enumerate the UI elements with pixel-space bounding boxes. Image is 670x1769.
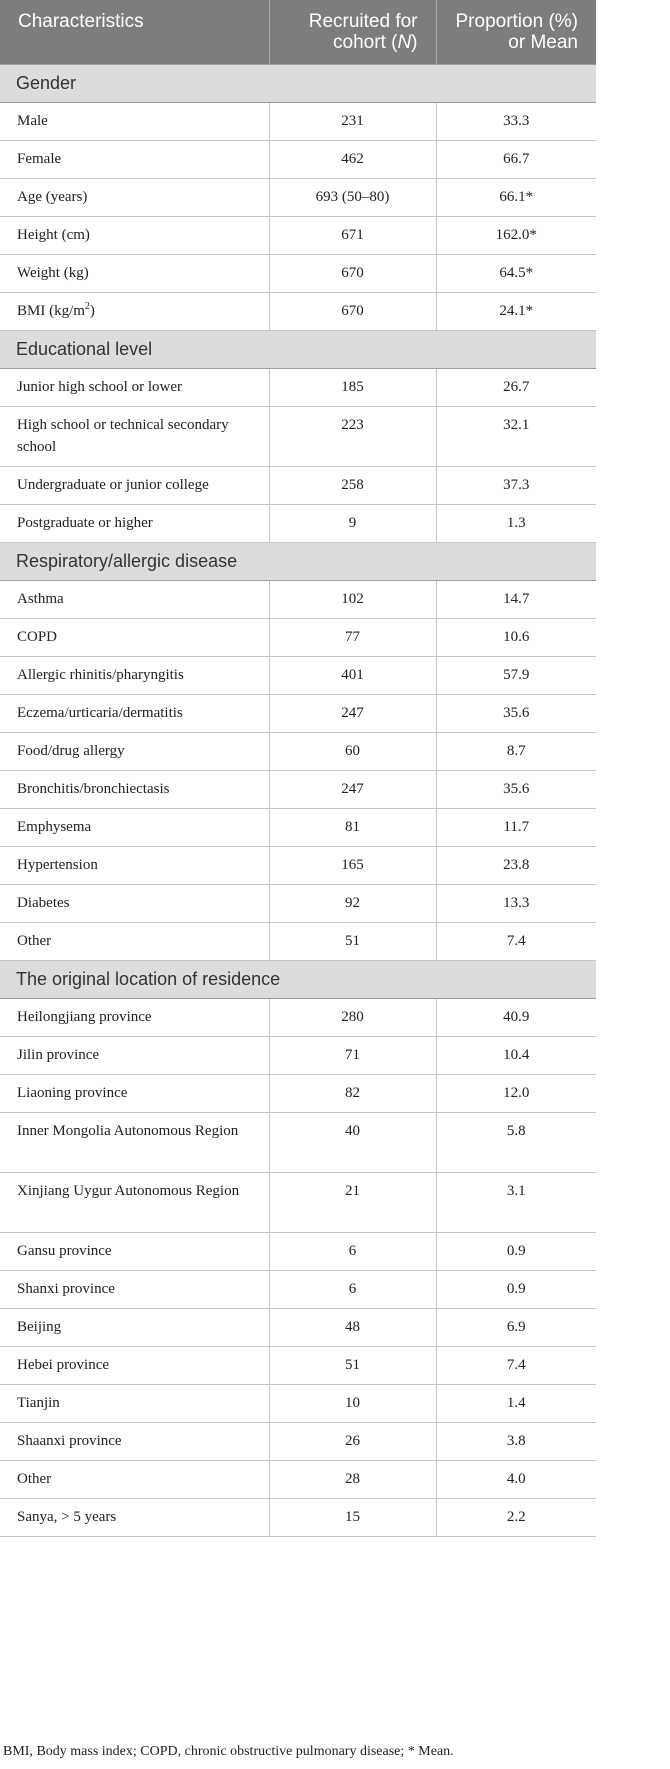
row-recruited-value: 102 (269, 580, 436, 618)
row-label-text: Other (17, 1471, 52, 1487)
header-row (0, 0, 596, 64)
row-recruited-value: 71 (269, 1036, 436, 1074)
table-row (0, 216, 596, 254)
row-label-text: COPD (17, 629, 58, 645)
row-label (0, 178, 269, 216)
table-row (0, 580, 596, 618)
row-recruited-value: 9 (269, 504, 436, 542)
section-header-row (0, 64, 596, 102)
row-proportion-value: 32.1 (436, 406, 596, 466)
row-label (0, 1346, 269, 1384)
row-proportion-value: 24.1* (436, 292, 596, 330)
row-label (0, 580, 269, 618)
row-label (0, 292, 269, 330)
section-title: Gender (0, 64, 596, 102)
row-recruited-value: 165 (269, 846, 436, 884)
table-row (0, 732, 596, 770)
row-label (0, 922, 269, 960)
table-row (0, 922, 596, 960)
header-recruited-n: N (397, 31, 412, 53)
row-label-text: Height (cm) (17, 227, 90, 243)
row-label-text: BMI (kg/m (17, 303, 85, 319)
row-recruited-value: 462 (269, 140, 436, 178)
table-row (0, 504, 596, 542)
row-label (0, 406, 269, 466)
table-row (0, 140, 596, 178)
row-label (0, 770, 269, 808)
table-row (0, 1346, 596, 1384)
row-label (0, 1270, 269, 1308)
row-recruited-value: 15 (269, 1498, 436, 1536)
row-label-text: Emphysema (17, 819, 92, 835)
header-recruited (269, 0, 436, 64)
header-recruited-text: Recruited for cohort ( (308, 10, 418, 53)
table-row (0, 998, 596, 1036)
row-label-text: Postgraduate or higher (17, 515, 153, 531)
row-label (0, 884, 269, 922)
table-row (0, 102, 596, 140)
row-label-text: Jilin province (17, 1047, 100, 1063)
row-proportion-value: 13.3 (436, 884, 596, 922)
row-label (0, 1422, 269, 1460)
row-proportion-value: 4.0 (436, 1460, 596, 1498)
row-label-text: Undergraduate or junior college (17, 477, 209, 493)
table-row (0, 178, 596, 216)
row-label (0, 368, 269, 406)
row-proportion-value: 23.8 (436, 846, 596, 884)
row-proportion-value: 6.9 (436, 1308, 596, 1346)
row-proportion-value: 1.4 (436, 1384, 596, 1422)
row-proportion-value: 11.7 (436, 808, 596, 846)
row-label-text: Age (years) (17, 189, 88, 205)
row-recruited-value: 280 (269, 998, 436, 1036)
row-label (0, 1232, 269, 1270)
row-label (0, 808, 269, 846)
row-recruited-value: 26 (269, 1422, 436, 1460)
row-recruited-value: 693 (50–80) (269, 178, 436, 216)
row-recruited-value: 247 (269, 694, 436, 732)
row-proportion-value: 3.8 (436, 1422, 596, 1460)
row-proportion-value: 0.9 (436, 1270, 596, 1308)
row-label-text: Hebei province (17, 1357, 110, 1373)
table-row (0, 406, 596, 466)
row-recruited-value: 185 (269, 368, 436, 406)
row-proportion-value: 2.2 (436, 1498, 596, 1536)
row-proportion-value: 10.4 (436, 1036, 596, 1074)
row-proportion-value: 66.7 (436, 140, 596, 178)
row-recruited-value: 247 (269, 770, 436, 808)
row-label (0, 618, 269, 656)
row-label-text: High school or technical secondary school (17, 416, 229, 455)
table-row (0, 254, 596, 292)
table-row (0, 466, 596, 504)
row-label-text: Asthma (17, 591, 64, 607)
row-proportion-value: 66.1* (436, 178, 596, 216)
row-recruited-value: 231 (269, 102, 436, 140)
row-proportion-value: 1.3 (436, 504, 596, 542)
row-recruited-value: 6 (269, 1232, 436, 1270)
row-label (0, 504, 269, 542)
row-proportion-value: 14.7 (436, 580, 596, 618)
row-recruited-value: 401 (269, 656, 436, 694)
row-label-text: Weight (kg) (17, 265, 89, 281)
row-label (0, 1036, 269, 1074)
table-row (0, 808, 596, 846)
row-label (0, 846, 269, 884)
row-label (0, 1384, 269, 1422)
row-recruited-value: 92 (269, 884, 436, 922)
table-row (0, 1384, 596, 1422)
row-recruited-value: 51 (269, 922, 436, 960)
row-label (0, 254, 269, 292)
row-recruited-value: 60 (269, 732, 436, 770)
row-proportion-value: 12.0 (436, 1074, 596, 1112)
section-header-row (0, 330, 596, 368)
row-recruited-value: 51 (269, 1346, 436, 1384)
table-row (0, 618, 596, 656)
table-row (0, 1270, 596, 1308)
row-label-text: Gansu province (17, 1243, 112, 1259)
row-recruited-value: 28 (269, 1460, 436, 1498)
table-row (0, 1074, 596, 1112)
row-recruited-value: 77 (269, 618, 436, 656)
table-row (0, 1172, 596, 1232)
row-proportion-value: 35.6 (436, 770, 596, 808)
row-recruited-value: 6 (269, 1270, 436, 1308)
table-row (0, 1308, 596, 1346)
table-footnote: BMI, Body mass index; COPD, chronic obstructive pulmonary disease; * Mean. (3, 1744, 454, 1759)
row-label (0, 102, 269, 140)
table-row (0, 1422, 596, 1460)
row-label-superscript: 2 (84, 301, 90, 312)
row-label-text: Allergic rhinitis/pharyngitis (17, 667, 184, 683)
row-label (0, 1074, 269, 1112)
row-proportion-value: 57.9 (436, 656, 596, 694)
row-label-text: Inner Mongolia Autonomous Region (17, 1122, 239, 1139)
row-proportion-value: 26.7 (436, 368, 596, 406)
row-proportion-value: 7.4 (436, 922, 596, 960)
table-row (0, 292, 596, 330)
section-header-row (0, 960, 596, 998)
row-recruited-value: 48 (269, 1308, 436, 1346)
row-recruited-value: 21 (269, 1172, 436, 1232)
row-recruited-value: 40 (269, 1112, 436, 1172)
row-proportion-value: 7.4 (436, 1346, 596, 1384)
table-row (0, 694, 596, 732)
row-label (0, 140, 269, 178)
table-row (0, 1036, 596, 1074)
row-recruited-value: 82 (269, 1074, 436, 1112)
row-label (0, 656, 269, 694)
row-recruited-value: 223 (269, 406, 436, 466)
section-header-row (0, 542, 596, 580)
section-title: Educational level (0, 330, 596, 368)
row-label (0, 694, 269, 732)
row-proportion-value: 37.3 (436, 466, 596, 504)
table-row (0, 1498, 596, 1536)
row-proportion-value: 162.0* (436, 216, 596, 254)
row-proportion-value: 8.7 (436, 732, 596, 770)
row-proportion-value: 0.9 (436, 1232, 596, 1270)
row-label-text: Heilongjiang province (17, 1009, 152, 1025)
row-proportion-value: 33.3 (436, 102, 596, 140)
row-label-text: Liaoning province (17, 1085, 128, 1101)
table-row (0, 846, 596, 884)
table-row (0, 884, 596, 922)
table-row (0, 1112, 596, 1172)
row-label-text: Shanxi province (17, 1281, 115, 1297)
row-label-text: Tianjin (17, 1395, 60, 1411)
table-row (0, 656, 596, 694)
row-recruited-value: 81 (269, 808, 436, 846)
row-label (0, 216, 269, 254)
row-recruited-value: 258 (269, 466, 436, 504)
row-label-text: Other (17, 933, 52, 949)
row-proportion-value: 10.6 (436, 618, 596, 656)
row-label (0, 1498, 269, 1536)
table-row (0, 1232, 596, 1270)
header-recruited-close: ) (411, 31, 418, 53)
row-label-text: Female (17, 151, 62, 167)
row-label (0, 1460, 269, 1498)
row-label-text: Sanya, > 5 years (17, 1509, 117, 1525)
row-label (0, 732, 269, 770)
row-proportion-value: 3.1 (436, 1172, 596, 1232)
header-characteristics: Characteristics (0, 0, 269, 64)
row-label-text: Bronchitis/bronchiectasis (17, 781, 170, 797)
row-label-text: Male (17, 113, 48, 129)
table-body (0, 64, 596, 1536)
row-recruited-value: 10 (269, 1384, 436, 1422)
row-label-text: Diabetes (17, 895, 70, 911)
row-label (0, 466, 269, 504)
row-proportion-value: 64.5* (436, 254, 596, 292)
header-proportion: Proportion (%) or Mean (436, 0, 596, 64)
row-label (0, 1112, 269, 1172)
table-row (0, 368, 596, 406)
row-proportion-value: 35.6 (436, 694, 596, 732)
row-label-text: Junior high school or lower (17, 379, 182, 395)
row-label-text: Shaanxi province (17, 1433, 122, 1449)
row-recruited-value: 670 (269, 292, 436, 330)
row-label (0, 998, 269, 1036)
row-label-text: Eczema/urticaria/dermatitis (17, 705, 183, 721)
table-row (0, 1460, 596, 1498)
row-proportion-value: 5.8 (436, 1112, 596, 1172)
section-title: The original location of residence (0, 960, 596, 998)
row-label (0, 1172, 269, 1232)
row-recruited-value: 670 (269, 254, 436, 292)
table-header (0, 0, 596, 64)
row-label (0, 1308, 269, 1346)
row-proportion-value: 40.9 (436, 998, 596, 1036)
row-label-text: Xinjiang Uygur Autonomous Region (17, 1182, 240, 1199)
section-title: Respiratory/allergic disease (0, 542, 596, 580)
row-label-text: Food/drug allergy (17, 743, 125, 759)
row-label-text: Hypertension (17, 857, 98, 873)
row-recruited-value: 671 (269, 216, 436, 254)
row-label-text: Beijing (17, 1319, 62, 1335)
row-label-tail: ) (89, 303, 95, 319)
table-row (0, 770, 596, 808)
